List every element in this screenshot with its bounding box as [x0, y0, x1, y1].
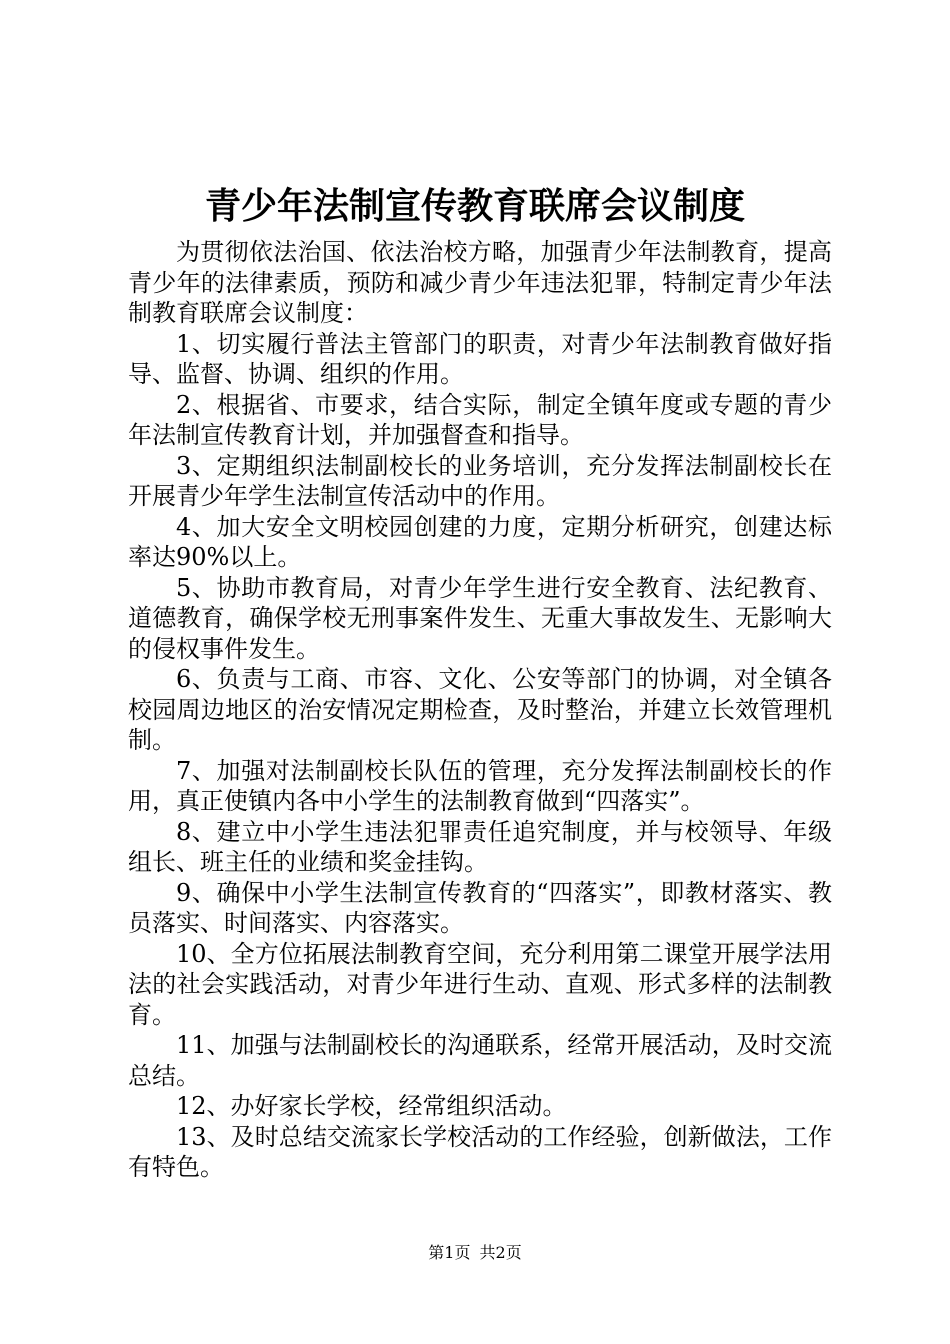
rule-item-1: 1、切实履行普法主管部门的职责，对青少年法制教育做好指导、监督、协调、组织的作用。 [128, 329, 832, 388]
rule-item-9: 9、确保中小学生法制宣传教育的“四落实”，即教材落实、教员落实、时间落实、内容落实。 [128, 878, 832, 937]
intro-paragraph: 为贯彻依法治国、依法治校方略，加强青少年法制教育，提高青少年的法律素质，预防和减少青少年违法犯罪，特制定青少年法制教育联席会议制度： [128, 238, 832, 327]
rule-item-11: 11、加强与法制副校长的沟通联系，经常开展活动，及时交流总结。 [128, 1031, 832, 1090]
rule-item-3: 3、定期组织法制副校长的业务培训，充分发挥法制副校长在开展青少年学生法制宣传活动中的作用。 [128, 451, 832, 510]
rule-item-7: 7、加强对法制副校长队伍的管理，充分发挥法制副校长的作用，真正使镇内各中小学生的法制教育做到“四落实”。 [128, 756, 832, 815]
rule-item-10: 10、全方位拓展法制教育空间，充分利用第二课堂开展学法用法的社会实践活动，对青少年进行生动、直观、形式多样的法制教育。 [128, 939, 832, 1029]
rule-item-12: 12、办好家长学校，经常组织活动。 [176, 1092, 567, 1120]
rule-item-2: 2、根据省、市要求，结合实际，制定全镇年度或专题的青少年法制宣传教育计划，并加强督查和指导。 [128, 390, 832, 449]
rule-item-13: 13、及时总结交流家长学校活动的工作经验，创新做法，工作有特色。 [128, 1122, 832, 1181]
page-number: 第1页 [428, 1243, 471, 1262]
page-total: 共2页 [479, 1243, 522, 1262]
document-body [128, 237, 832, 1183]
rule-item-5: 5、协助市教育局，对青少年学生进行安全教育、法纪教育、道德教育，确保学校无刑事案件发生、无重大事故发生、无影响大的侵权事件发生。 [128, 573, 832, 663]
rule-item-8: 8、建立中小学生违法犯罪责任追究制度，并与校领导、年级组长、班主任的业绩和奖金挂钩。 [128, 817, 832, 876]
rule-item-6: 6、负责与工商、市容、文化、公安等部门的协调，对全镇各校园周边地区的治安情况定期检查，及时整治，并建立长效管理机制。 [128, 665, 832, 754]
document-title: 青少年法制宣传教育联席会议制度 [204, 185, 745, 227]
page-footer [0, 1243, 950, 1263]
rule-item-4: 4、加大安全文明校园创建的力度，定期分析研究，创建达标率达90%以上。 [128, 512, 832, 571]
